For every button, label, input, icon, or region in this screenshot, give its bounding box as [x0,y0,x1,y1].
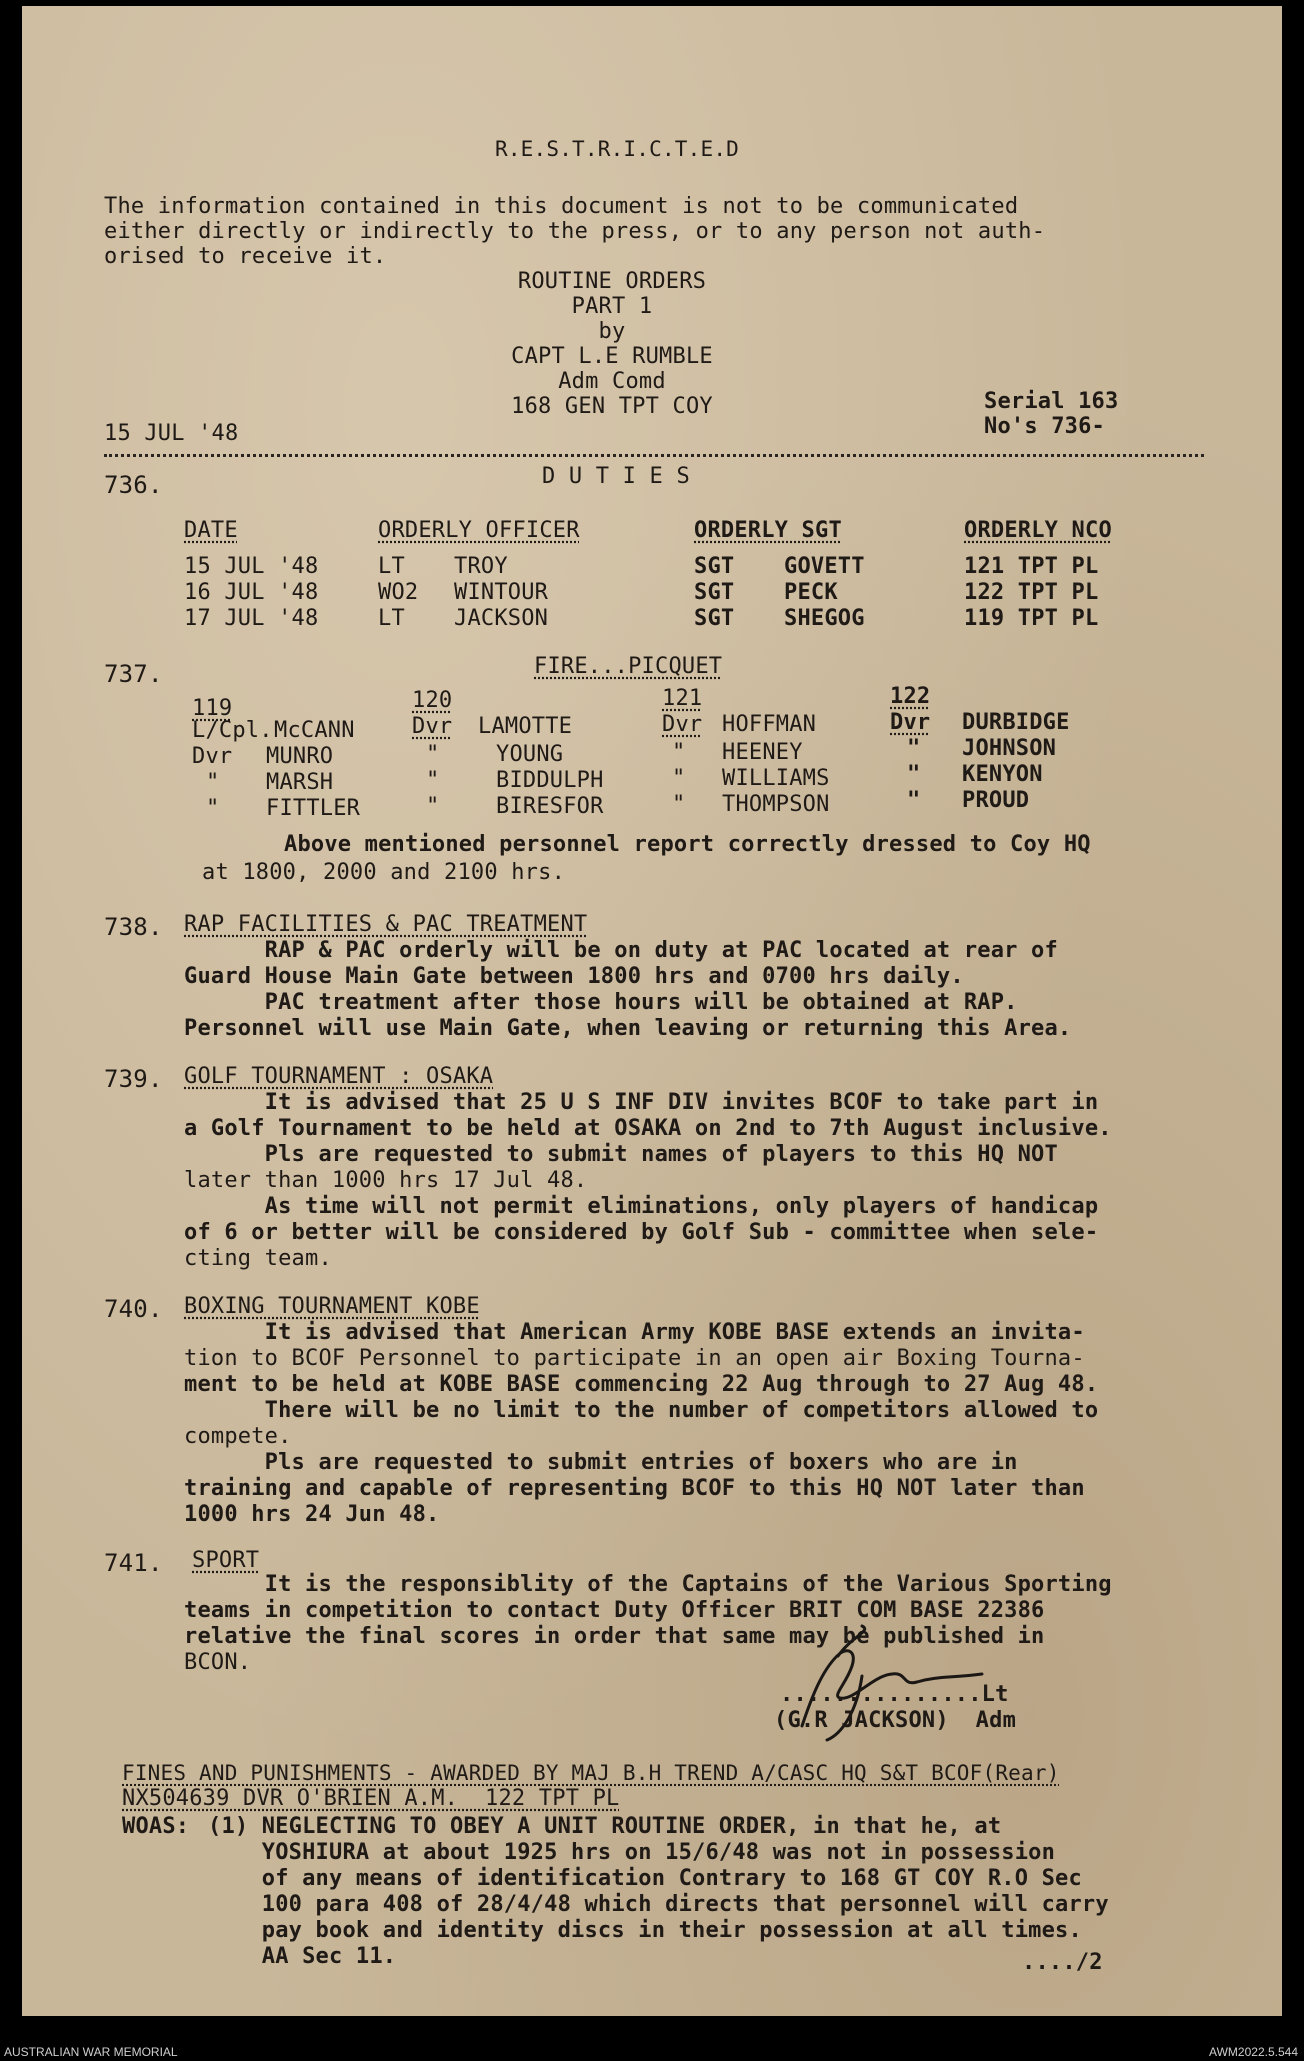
picquet-rank: " [672,740,686,765]
fines-line: 100 para 408 of 28/4/48 which directs that personnel will carry [208,1892,1109,1917]
picquet-name: DURBIDGE [962,710,1070,735]
picquet-rank: " [206,796,220,821]
officer-rank: LT [378,554,405,579]
duties-heading: D U T I E S [542,464,690,489]
fines-subject: NX504639 DVR O'BRIEN A.M. 122 TPT PL [122,1786,620,1811]
fines-heading: FINES AND PUNISHMENTS - AWARDED BY MAJ B.H TREND A/CASC HQ S&T BCOF(Rear) [122,1761,1060,1785]
section-line: As time will not permit eliminations, only players of handicap [184,1194,1099,1219]
picquet-rank: L/Cpl. [192,718,273,743]
platoon-122: 122 [890,684,931,709]
picquet-name: THOMPSON [722,792,830,817]
picquet-rank: Dvr [412,714,453,739]
duty-date: 16 JUL '48 [184,580,319,605]
footer-reference: AWM2022.5.544 [1209,2045,1298,2059]
section-number-739: 739. [104,1065,163,1093]
serial-number: Serial 163 [984,389,1119,414]
picquet-name: KENYON [962,762,1043,787]
signature-line: ...............Lt [780,1682,1009,1707]
fines-line: (1) NEGLECTING TO OBEY A UNIT ROUTINE ORDER, in that he, at [208,1814,1002,1839]
picquet-name: JOHNSON [962,736,1057,761]
section-line: compete. [184,1424,292,1449]
section-line: RAP & PAC orderly will be on duty at PAC located at rear of [184,938,1058,963]
sgt-name: PECK [784,580,838,605]
picquet-rank: " [206,770,220,795]
section-line: later than 1000 hrs 17 Jul 48. [184,1168,588,1193]
column-header-date: DATE [184,518,238,543]
section-line: Guard House Main Gate between 1800 hrs and 0700 hrs daily. [184,964,964,989]
picquet-rank: Dvr [890,710,931,735]
sgt-name: GOVETT [784,554,865,579]
picquet-name: HOFFMAN [722,712,817,737]
title-line-4: CAPT L.E RUMBLE [511,344,713,369]
section-heading-739: GOLF TOURNAMENT : OSAKA [184,1064,494,1089]
picquet-name: PROUD [962,788,1030,813]
section-heading-740: BOXING TOURNAMENT KOBE [184,1294,480,1319]
picquet-heading: FIRE...PICQUET [534,654,723,679]
section-number-737: 737. [104,660,163,688]
picquet-note-line-1: Above mentioned personnel report correctly dressed to Coy HQ [284,832,1091,857]
section-line: 1000 hrs 24 Jun 48. [184,1502,440,1527]
picquet-rank: " [672,766,686,791]
picquet-rank: Dvr [192,744,233,769]
officer-rank: WO2 [378,580,419,605]
sgt-rank: SGT [694,606,735,631]
picquet-rank: " [907,736,921,761]
fines-line: pay book and identity discs in their possession at all times. [208,1918,1082,1943]
title-line-5: Adm Comd [558,369,666,394]
section-line: It is advised that American Army KOBE BASE extends an invita- [184,1320,1085,1345]
picquet-note-line-2: at 1800, 2000 and 2100 hrs. [202,860,566,885]
picquet-rank: " [907,788,921,813]
section-number-738: 738. [104,913,163,941]
platoon-119: 119 [192,696,233,721]
picquet-name: BIDDULPH [496,768,604,793]
fines-line: YOSHIURA at about 1925 hrs on 15/6/48 was not in possession [208,1840,1056,1865]
title-line-2: PART 1 [571,294,653,319]
picquet-name: HEENEY [722,740,803,765]
picquet-rank: " [672,792,686,817]
column-header-orderly-nco: ORDERLY NCO [964,518,1112,543]
sgt-rank: SGT [694,554,735,579]
section-line: Pls are requested to submit entries of boxers who are in [184,1450,1018,1475]
nco-platoon: 122 TPT PL [964,580,1099,605]
section-line: PAC treatment after those hours will be obtained at RAP. [184,990,1018,1015]
picquet-rank: " [426,794,440,819]
section-line: BCON. [184,1650,252,1675]
document-page [22,6,1282,2016]
sgt-rank: SGT [694,580,735,605]
notice-line-1: The information contained in this document is not to be communicated [104,194,1019,219]
fines-label: WOAS: [122,1814,190,1839]
picquet-name: YOUNG [496,742,564,767]
picquet-name: MUNRO [266,744,334,769]
section-heading-738: RAP FACILITIES & PAC TREATMENT [184,912,588,937]
title-line-1: ROUTINE ORDERS [517,269,707,294]
section-line: tion to BCOF Personnel to participate in an open air Boxing Tourna- [184,1346,1085,1371]
picquet-name: WILLIAMS [722,766,830,791]
title-line-6: 168 GEN TPT COY [511,394,713,419]
picquet-name: LAMOTTE [478,714,573,739]
picquet-rank: " [426,768,440,793]
section-line: ment to be held at KOBE BASE commencing 22 Aug through to 27 Aug 48. [184,1372,1099,1397]
order-numbers: No's 736- [984,414,1106,439]
classification-heading: R.E.S.T.R.I.C.T.E.D [494,137,740,161]
nco-platoon: 119 TPT PL [964,606,1099,631]
section-line: cting team. [184,1246,332,1271]
platoon-121: 121 [662,686,703,711]
section-number-740: 740. [104,1295,163,1323]
picquet-rank: Dvr [662,712,703,737]
separator-line [104,454,1204,457]
picquet-name: FITTLER [266,796,361,821]
section-line: teams in competition to contact Duty Officer BRIT COM BASE 22386 [184,1598,1045,1623]
fines-line: of any means of identification Contrary to 168 GT COY R.O Sec [208,1866,1082,1891]
page-continuation: ..../2 [1022,1950,1103,1975]
column-header-orderly-sgt: ORDERLY SGT [694,518,842,543]
section-line: Personnel will use Main Gate, when leaving or returning this Area. [184,1016,1072,1041]
picquet-name: BIRESFOR [496,794,604,819]
column-header-orderly-officer: ORDERLY OFFICER [378,518,580,543]
section-line: It is the responsiblity of the Captains of the Various Sporting [184,1572,1112,1597]
officer-name: WINTOUR [454,580,549,605]
officer-name: JACKSON [454,606,549,631]
signature-name: (G.R JACKSON) Adm [774,1708,1017,1733]
section-heading-741: SPORT [192,1548,260,1573]
section-line: Pls are requested to submit names of players to this HQ NOT [184,1142,1058,1167]
duty-date: 15 JUL '48 [184,554,319,579]
picquet-name: MARSH [266,770,334,795]
footer-source: AUSTRALIAN WAR MEMORIAL [4,2045,178,2059]
section-line: a Golf Tournament to be held at OSAKA on 2nd to 7th August inclusive. [184,1116,1112,1141]
officer-name: TROY [454,554,508,579]
officer-rank: LT [378,606,405,631]
picquet-rank: " [426,742,440,767]
platoon-120: 120 [412,688,453,713]
section-line: relative the final scores in order that same may be published in [184,1624,1045,1649]
notice-line-2: either directly or indirectly to the press, or to any person not auth- [104,219,1046,244]
section-line: It is advised that 25 U S INF DIV invites BCOF to take part in [184,1090,1099,1115]
document-date: 15 JUL '48 [104,421,239,446]
title-line-3: by [598,319,626,344]
section-number-736: 736. [104,471,163,499]
notice-line-3: orised to receive it. [104,244,387,269]
section-line: of 6 or better will be considered by Golf Sub - committee when sele- [184,1220,1099,1245]
duty-date: 17 JUL '48 [184,606,319,631]
sgt-name: SHEGOG [784,606,865,631]
section-line: training and capable of representing BCOF to this HQ NOT later than [184,1476,1085,1501]
picquet-name: McCANN [274,718,355,743]
fines-line: AA Sec 11. [208,1944,397,1969]
section-number-741: 741. [104,1549,163,1577]
nco-platoon: 121 TPT PL [964,554,1099,579]
section-line: There will be no limit to the number of competitors allowed to [184,1398,1099,1423]
picquet-rank: " [907,762,921,787]
